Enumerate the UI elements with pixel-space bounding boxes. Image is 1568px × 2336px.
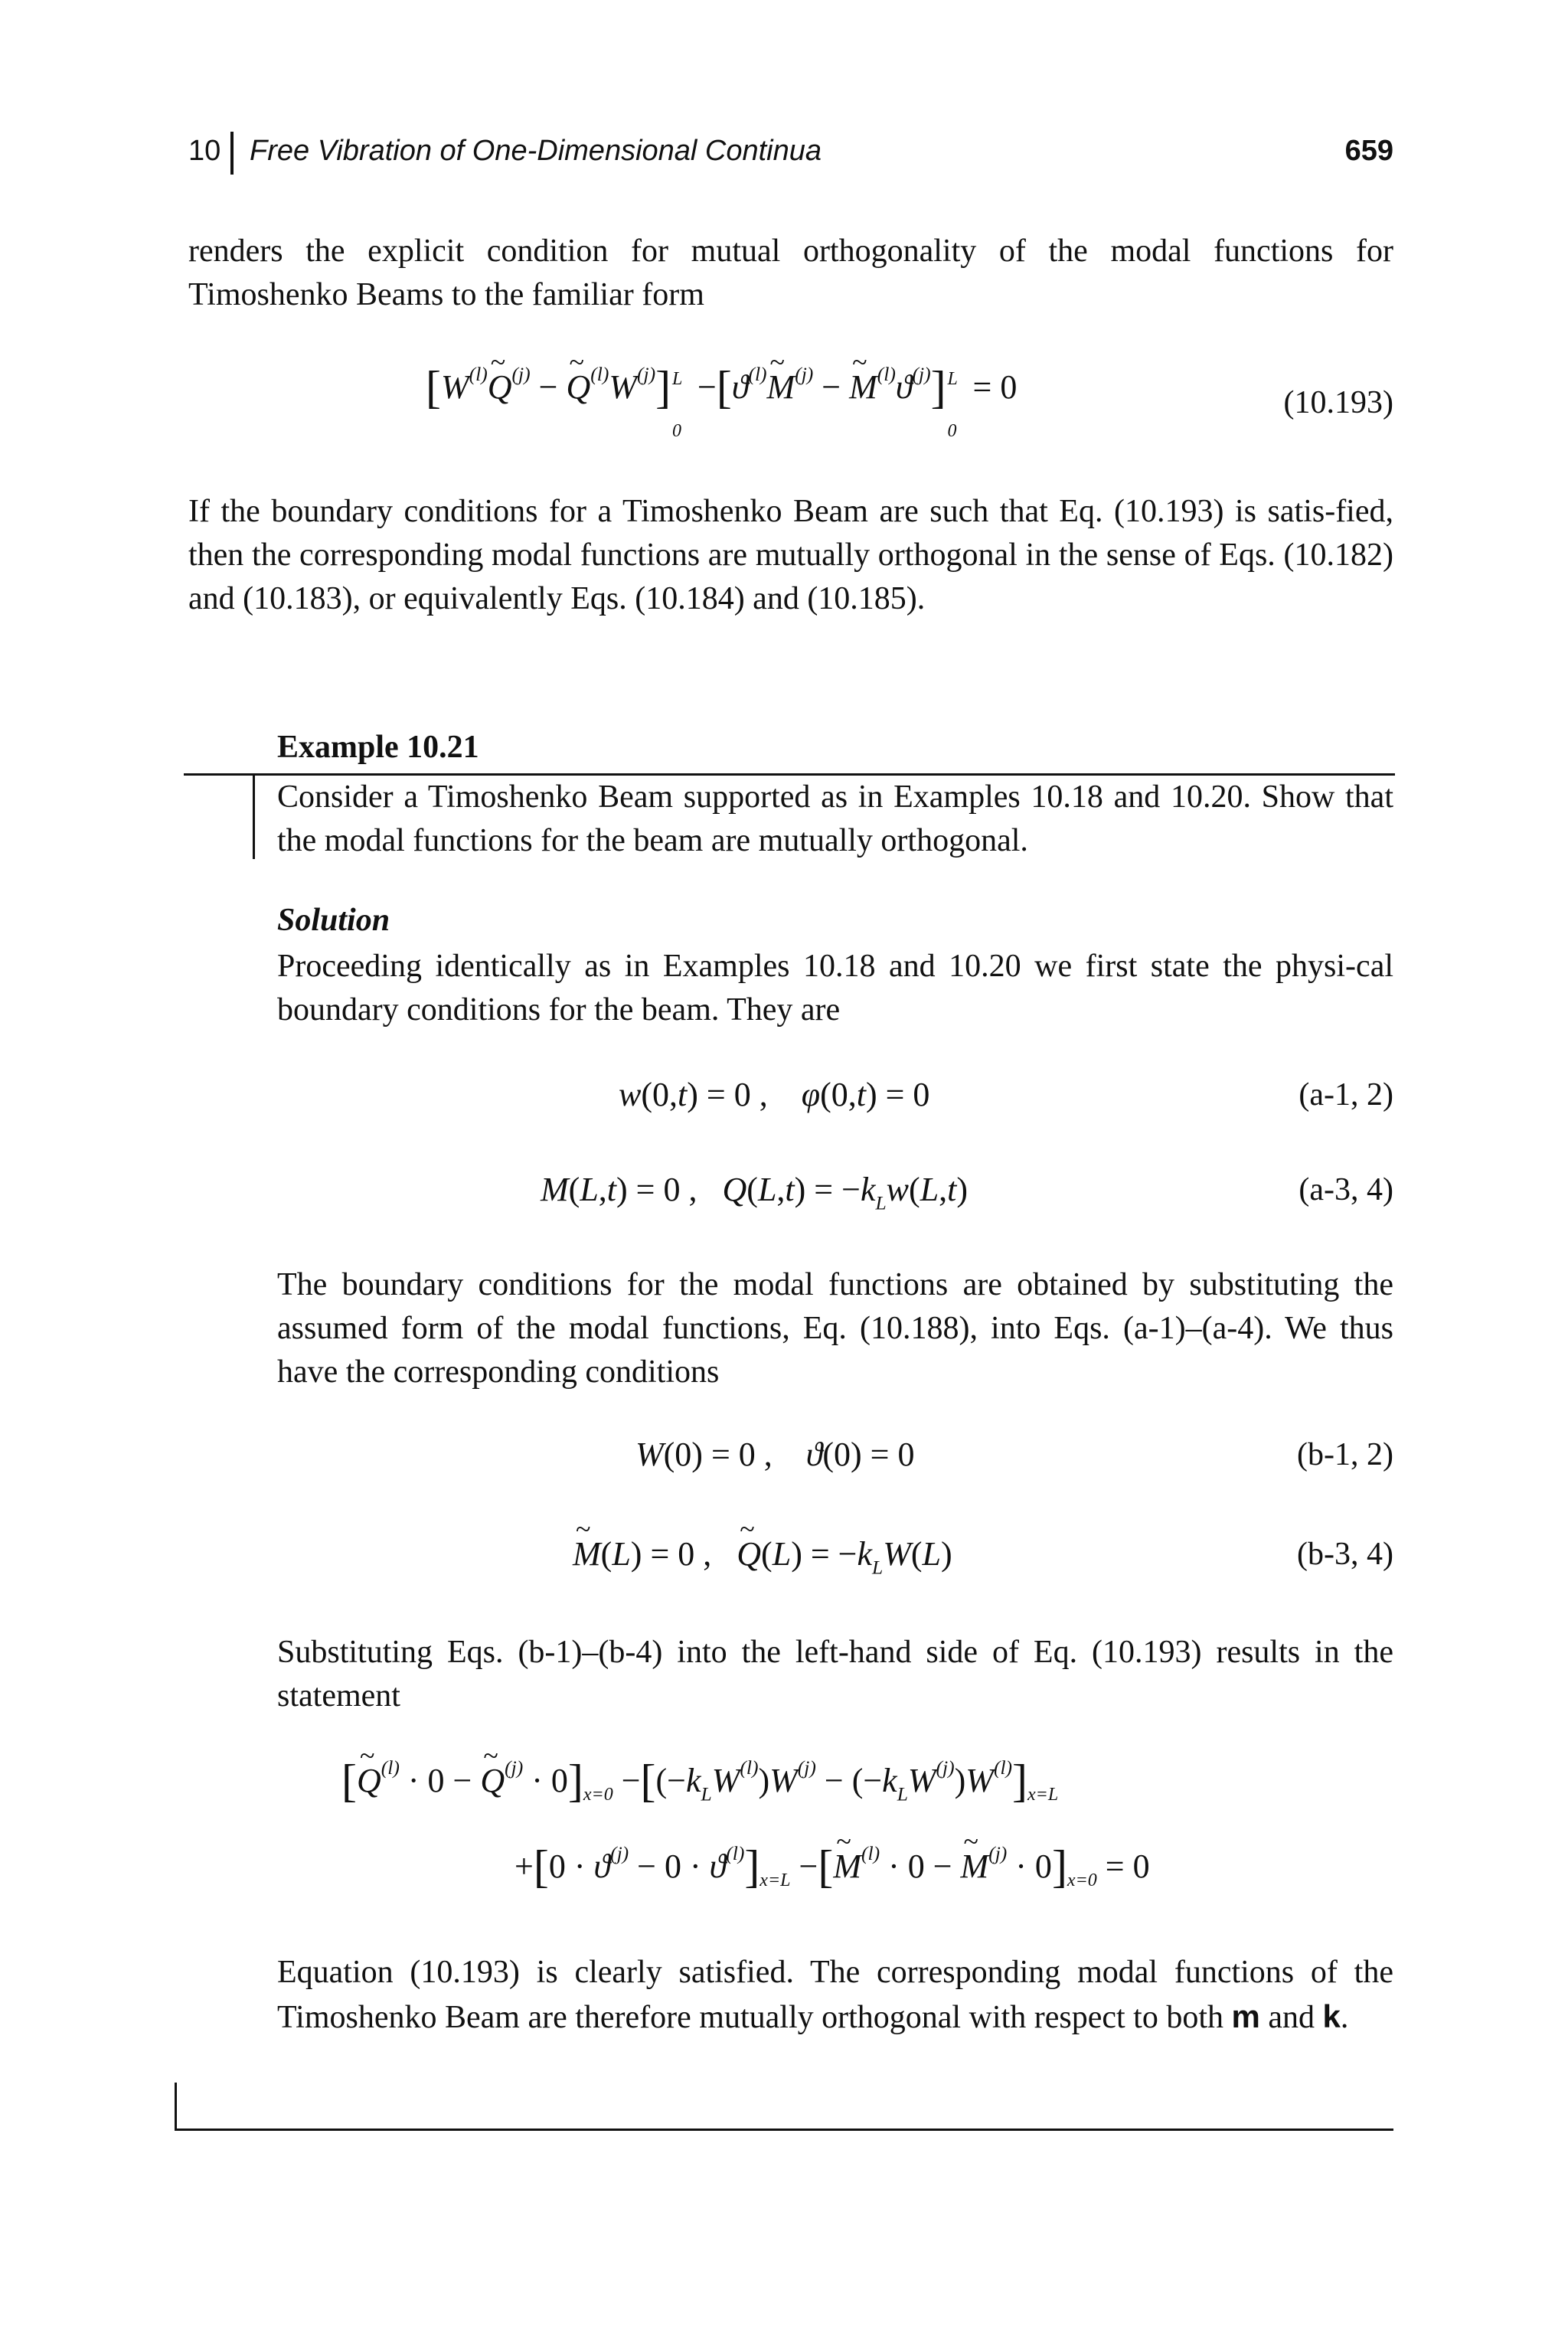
- equation-a-3-4: M(L,t) = 0 , $Q(L,t) = -k_Lw(L,t)$: [541, 1171, 969, 1214]
- example-bottom-tab: [175, 2083, 177, 2130]
- header-divider: [230, 132, 234, 175]
- conclusion-and: and: [1259, 2000, 1323, 2035]
- page-number: 659: [1344, 135, 1393, 167]
- paragraph-orthogonality: If the boundary conditions for a Timoshenko Beam are such that Eq. (10.193) is satis-fied, then the corresponding modal functions are mutually orthogonal in the sense of Eqs. (10.182) and (10.183), or equivalently Eqs. (10.184) and (10.185).: [188, 494, 1393, 616]
- conclusion-text: Equation (10.193) is clearly satisfied. The corresponding modal functions of the Timoshenko Beam are therefore mutually orthogonal with respect to both: [277, 1955, 1393, 2035]
- equation-b-1-2: W(0) = 0 , ϑ(0) = 0: [635, 1436, 915, 1473]
- equation-b-3-4: ~ M(L) = 0 , ~ $Q(L) = -k_LW(L)$: [573, 1534, 952, 1573]
- conclusion-end: .: [1340, 2000, 1349, 2035]
- solution-paragraph-1: Proceeding identically as in Examples 10.18 and 10.20 we first state the physi-cal boundary conditions for the beam. They are: [277, 949, 1393, 1028]
- solution-heading: Solution: [277, 903, 390, 938]
- mass-matrix-symbol: m: [1231, 1998, 1260, 2034]
- equation-10-193: [$W^{(l)}\sim$ $Q^{(j)}$ − ~ $Q^{(l)}W^{(j)}$] L 0 $-[ϑ^{(l)}\sim$ $M^{(j)}$ − ~ $M^{(l)}ϑ^{(j)}$] L 0 = 0: [426, 361, 1017, 414]
- solution-paragraph-3: Substituting Eqs. (b-1)–(b-4) into the left-hand side of Eq. (10.193) results in the statement: [277, 1635, 1393, 1714]
- example-bottom-rule: [175, 2129, 1393, 2131]
- equation-number-a-1-2: (a-1, 2): [1298, 1077, 1393, 1112]
- example-title: Example 10.21: [277, 730, 479, 765]
- substituted-equation-line-2: $+[0 \cdot ϑ^{(j)} - 0 \cdot ϑ^{(l)}]_{x=L}$ −[~ $M^{(l)} \cdot 0$ − ~ $M^{(j)} \cdot 0]_{x=0} = 0$: [514, 1841, 1150, 1893]
- solution-paragraph-2: The boundary conditions for the modal functions are obtained by substituting the assumed form of the modal functions, Eq. (10.188), into Eqs. (a-1)–(a-4). We thus have the corresponding conditions: [277, 1267, 1393, 1390]
- substituted-equation-line-1: [~ $Q^{(l)} \cdot 0$ − ~ $Q^{(j)} \cdot 0]_{x=0} -[(-k_LW^{(l)})W^{(j)} - (-k_LW^{(j)})W^{(l)}]_{x=L}$: [341, 1755, 1058, 1808]
- equation-number-10-193: (10.193): [1283, 385, 1393, 420]
- example-statement: Consider a Timoshenko Beam supported as in Examples 10.18 and 10.20. Show that the modal functions for the beam are mutually orthogonal.: [277, 779, 1393, 858]
- example-left-tab: [253, 773, 255, 859]
- equation-number-b-1-2: (b-1, 2): [1297, 1437, 1393, 1472]
- chapter-title: Free Vibration of One-Dimensional Continua: [250, 135, 822, 167]
- conclusion-paragraph: [277, 1951, 1393, 2040]
- chapter-number: 10: [188, 135, 221, 167]
- equation-a-1-2: w(0,t) = 0 , φ(0,t) = 0: [619, 1076, 930, 1113]
- equation-number-b-3-4: (b-3, 4): [1297, 1537, 1393, 1572]
- equation-number-a-3-4: (a-3, 4): [1298, 1172, 1393, 1207]
- paragraph-intro: renders the explicit condition for mutual orthogonality of the modal functions for Timoshenko Beams to the familiar form: [188, 234, 1393, 312]
- running-header: [188, 135, 220, 168]
- stiffness-matrix-symbol: k: [1322, 1998, 1341, 2034]
